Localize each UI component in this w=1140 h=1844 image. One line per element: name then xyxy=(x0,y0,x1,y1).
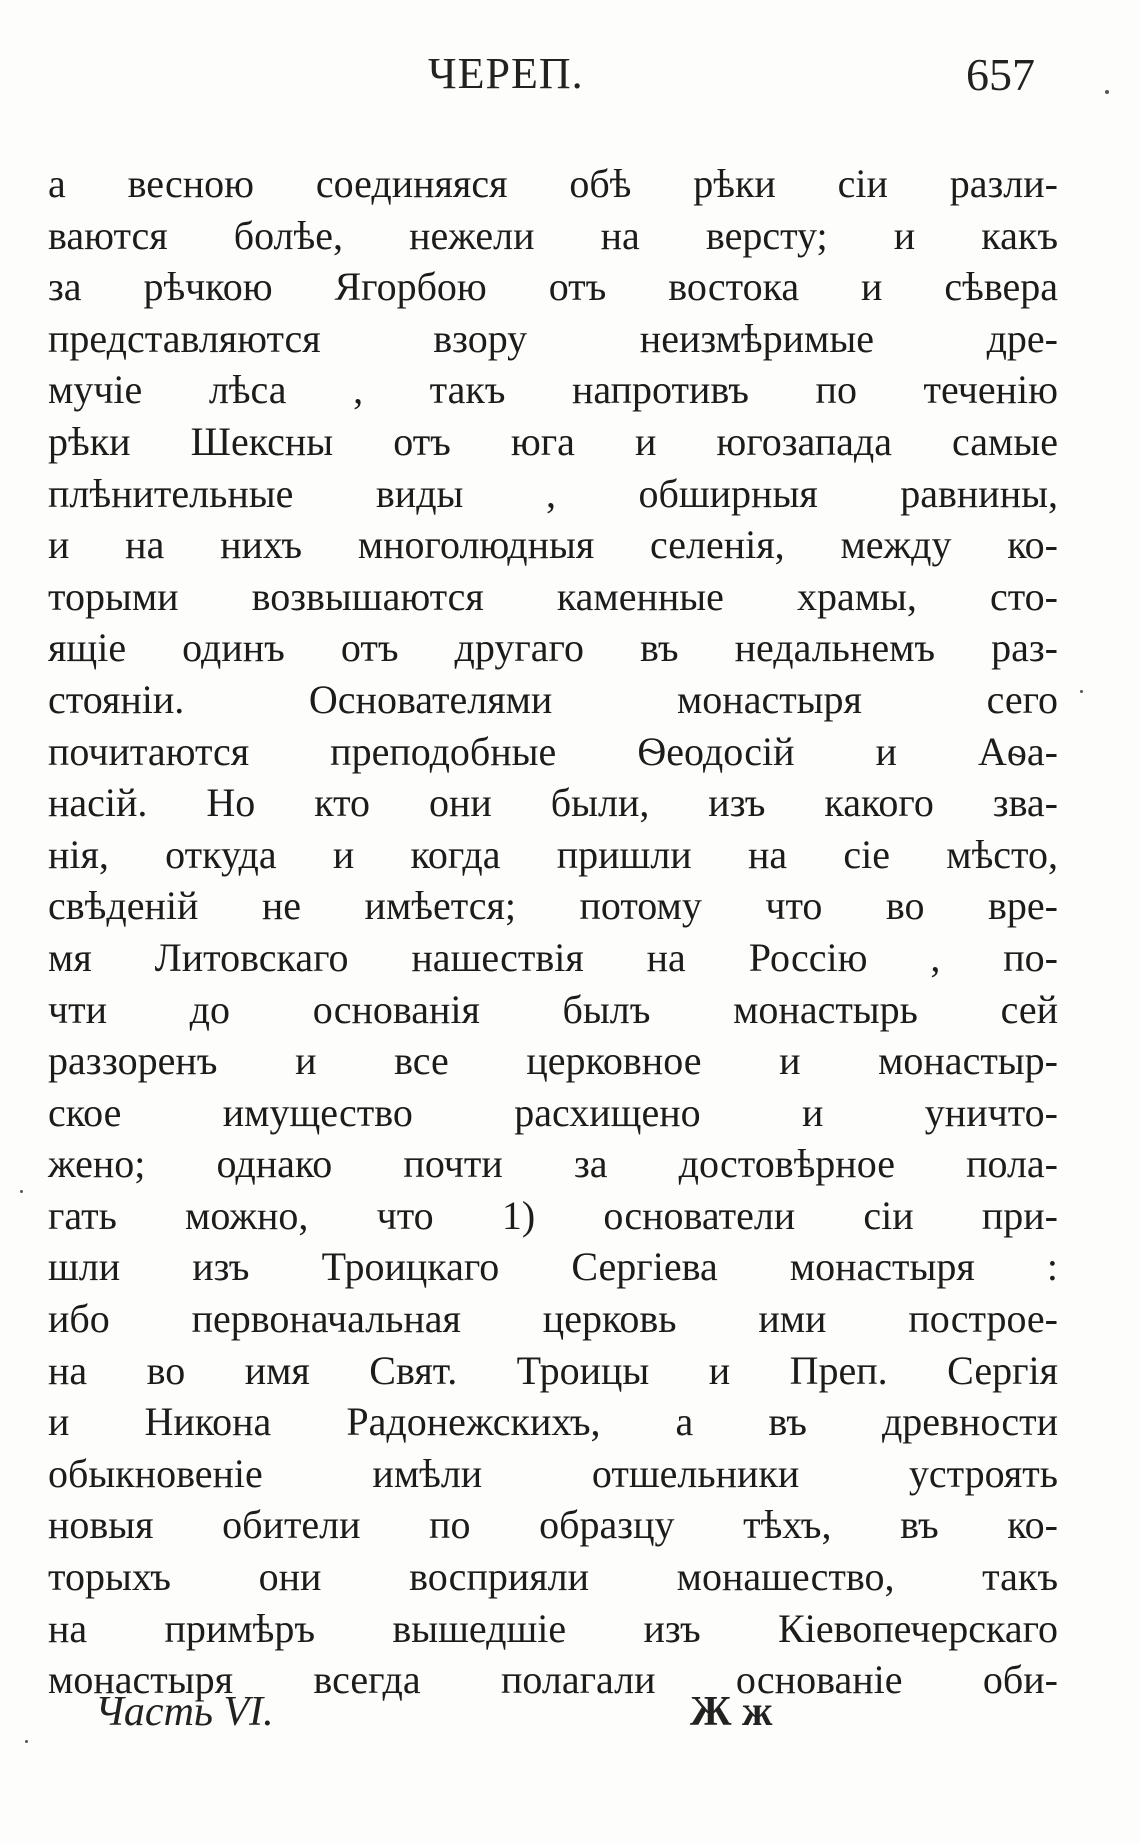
text-line: насій. Но кто они были, изъ какого зва- xyxy=(48,780,1058,826)
text-line: а весною соединяяся обѣ рѣки сіи разли- xyxy=(48,161,1058,206)
text-line: и Никона Радонежскихъ, а въ древности xyxy=(48,1399,1058,1445)
text-line: рѣки Шексны отъ юга и югозапада самые xyxy=(48,418,1058,464)
scan-speck xyxy=(1105,90,1109,94)
catchword: Ж ж xyxy=(690,1689,773,1735)
text-line: новыя обители по образцу тѣхъ, въ ко- xyxy=(48,1502,1058,1548)
text-line: монастыря всегда полагали основаніе оби- xyxy=(48,1657,1058,1703)
text-line: гать можно, что 1) основатели сіи при- xyxy=(48,1192,1058,1238)
text-line: шли изъ Троицкаго Сергіева монастыря : xyxy=(48,1244,1058,1290)
text-line: почитаются преподобные Ѳеодосій и Аѳа- xyxy=(48,728,1058,774)
text-line: на во имя Свят. Троицы и Преп. Сергія xyxy=(48,1347,1058,1393)
text-line: ваются болѣе, нежели на версту; и какъ xyxy=(48,212,1058,258)
text-line: представляются взору неизмѣримые дре- xyxy=(48,315,1058,361)
text-line: на примѣръ вышедшіе изъ Кіевопечерскаго xyxy=(48,1605,1058,1651)
text-line: обыкновеніе имѣли отшельники устроять xyxy=(48,1450,1058,1496)
page-number: 657 xyxy=(966,49,1035,100)
text-line: ящіе одинъ отъ другаго въ недальнемъ раз- xyxy=(48,625,1058,671)
scan-speck xyxy=(25,1740,28,1743)
page-header xyxy=(0,48,1140,108)
text-line: стояніи. Основателями монастыря сего xyxy=(48,676,1058,722)
text-line: мучіе лѣса , такъ напротивъ по теченію xyxy=(48,367,1058,413)
text-line: чти до основанія былъ монастырь сей xyxy=(48,986,1058,1032)
text-line: торыми возвышаются каменные храмы, сто- xyxy=(48,573,1058,619)
page-footer xyxy=(0,1688,1140,1748)
text-line: мя Литовскаго нашествія на Россію , по- xyxy=(48,934,1058,980)
text-line: за рѣчкою Ягорбою отъ востока и сѣвера xyxy=(48,264,1058,310)
scan-speck xyxy=(1080,690,1083,693)
body-text xyxy=(48,158,1058,1706)
text-line: жено; однако почти за достовѣрное пола- xyxy=(48,1141,1058,1187)
text-line: ибо первоначальная церковь ими построе- xyxy=(48,1296,1058,1342)
text-line: нія, откуда и когда пришли на сіе мѣсто, xyxy=(48,831,1058,877)
text-line: торыхъ они восприяли монашество, такъ xyxy=(48,1554,1058,1600)
text-line: плѣнительные виды , обширныя равнины, xyxy=(48,470,1058,516)
text-line: и на нихъ многолюдныя селенія, между ко- xyxy=(48,522,1058,568)
signature-mark: Часть VI. xyxy=(95,1689,274,1735)
text-line: свѣденій не имѣется; потому что во вре- xyxy=(48,883,1058,929)
text-line: раззоренъ и все церковное и монастыр- xyxy=(48,1038,1058,1084)
running-title: ЧЕРЕП. xyxy=(428,49,584,98)
scan-speck xyxy=(20,1190,23,1193)
text-line: ское имущество расхищено и уничто- xyxy=(48,1089,1058,1135)
